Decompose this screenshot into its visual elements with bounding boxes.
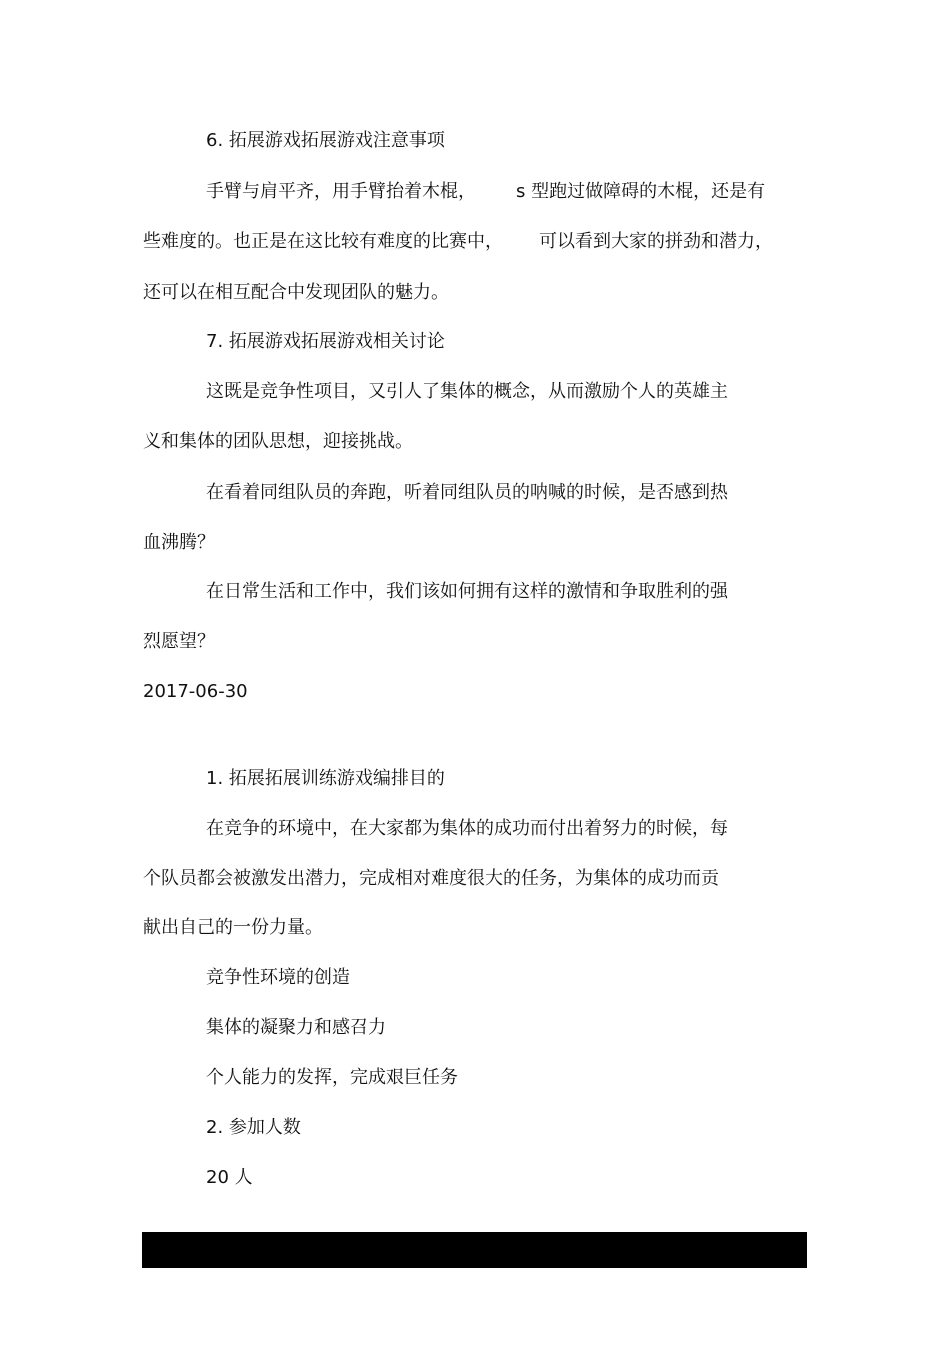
date-stamp: 2017-06-30 — [143, 681, 248, 702]
paragraph-line: 义和集体的团队思想，迎接挑战。 — [143, 431, 413, 452]
text-run: 可以看到大家的拼劲和潜力， — [539, 231, 773, 252]
list-item: 竞争性环境的创造 — [206, 967, 350, 988]
section-heading-6: 6. 拓展游戏拓展游戏注意事项 — [206, 130, 445, 151]
paragraph-line: 在看着同组队员的奔跑，听着同组队员的呐喊的时候，是否感到热 — [206, 482, 728, 503]
list-item: 个人能力的发挥，完成艰巨任务 — [206, 1067, 458, 1088]
paragraph-line: 个队员都会被激发出潜力，完成相对难度很大的任务，为集体的成功而贡 — [143, 868, 719, 889]
paragraph-line: 还可以在相互配合中发现团队的魅力。 — [143, 282, 449, 303]
paragraph-line: 献出自己的一份力量。 — [143, 917, 323, 938]
participant-count: 20 人 — [206, 1167, 253, 1188]
text-run: s 型跑过做障碍的木棍，还是有 — [516, 181, 766, 202]
section-heading-7: 7. 拓展游戏拓展游戏相关讨论 — [206, 331, 445, 352]
paragraph-line: 在竞争的环境中，在大家都为集体的成功而付出着努力的时候，每 — [206, 818, 728, 839]
list-item: 集体的凝聚力和感召力 — [206, 1017, 386, 1038]
section-heading-2: 2. 参加人数 — [206, 1117, 301, 1138]
black-footer-bar — [142, 1232, 807, 1268]
text-run: 手臂与肩平齐，用手臂抬着木棍， — [206, 181, 476, 202]
paragraph-line: 血沸腾？ — [143, 532, 215, 553]
paragraph-line — [143, 230, 773, 254]
section-heading-1: 1. 拓展拓展训练游戏编排目的 — [206, 768, 445, 789]
paragraph-line: 烈愿望？ — [143, 631, 215, 652]
paragraph-line — [206, 180, 765, 204]
text-run: 些难度的。也正是在这比较有难度的比赛中， — [143, 231, 503, 252]
paragraph-line: 这既是竞争性项目，又引人了集体的概念，从而激励个人的英雄主 — [206, 381, 728, 402]
paragraph-line: 在日常生活和工作中，我们该如何拥有这样的激情和争取胜利的强 — [206, 581, 728, 602]
